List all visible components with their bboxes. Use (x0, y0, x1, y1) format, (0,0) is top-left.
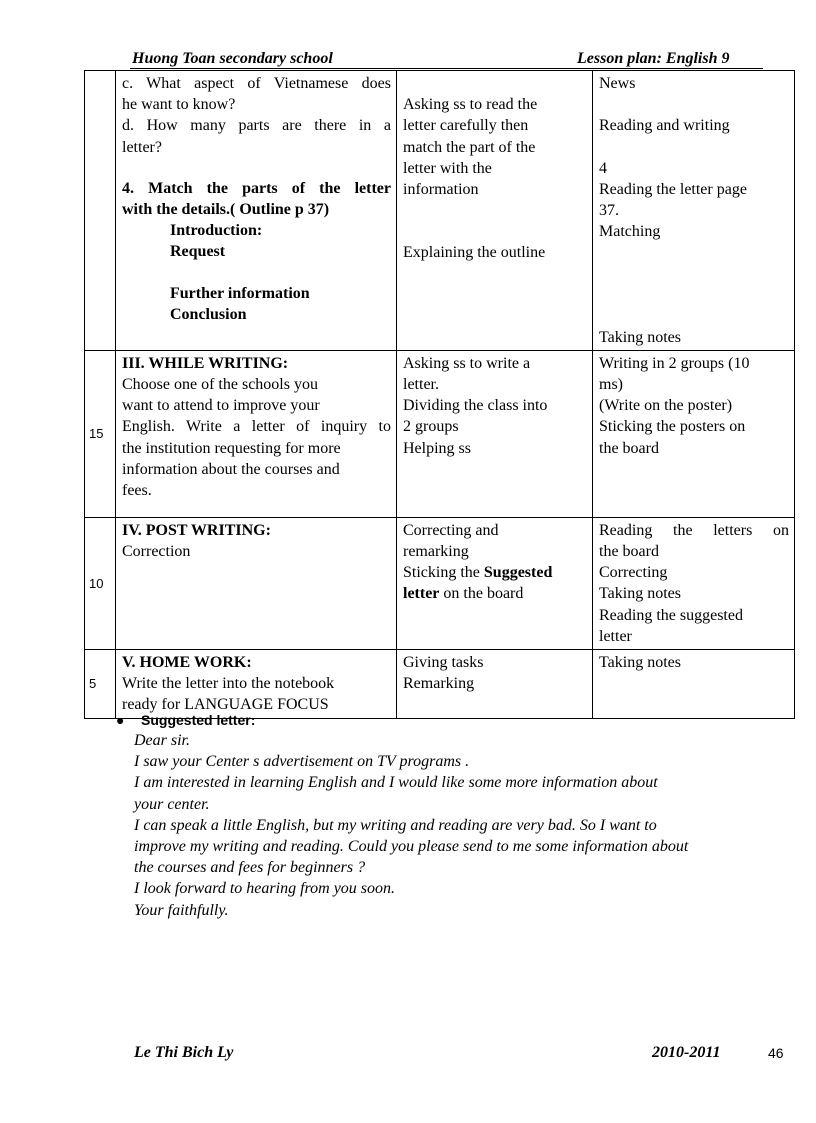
content-line: d. How many parts are there in a (122, 117, 391, 135)
students-line: Reading the letters on (599, 521, 789, 539)
teacher-line: letter. (403, 376, 439, 393)
header-school: Huong Toan secondary school (132, 50, 333, 67)
suggested-letter-body (134, 730, 776, 921)
table-row (85, 350, 795, 517)
table-row (85, 650, 795, 719)
teacher-line: remarking (403, 543, 469, 560)
teacher-text: on the board (439, 585, 524, 603)
letter-line: your center. (134, 795, 210, 813)
table-row (85, 71, 795, 351)
table-row (85, 517, 795, 649)
teacher-line: match the part of the (403, 138, 536, 156)
students-line: 4 (599, 159, 607, 177)
teacher-cell (397, 71, 593, 351)
content-cell (116, 517, 397, 649)
suggested-letter-section (116, 710, 776, 921)
content-cell (116, 350, 397, 517)
students-line: the board (599, 543, 659, 560)
students-line: Matching (599, 223, 661, 241)
content-heading: with the details.( Outline p 37) (122, 201, 330, 219)
letter-bold: letter (403, 585, 440, 603)
content-cell (116, 650, 397, 719)
header-rule (130, 68, 763, 69)
header-subject: Lesson plan: English 9 (577, 50, 730, 67)
students-line: Reading the letter page (599, 180, 747, 198)
letter-line: I am interested in learning English and I would like some more information about (134, 774, 658, 792)
teacher-cell (397, 350, 593, 517)
footer-year: 2010-2011 (652, 1044, 721, 1061)
suggested-bold: Suggested (483, 564, 553, 582)
students-cell (593, 650, 795, 719)
teacher-line: Remarking (403, 675, 475, 693)
time-cell: 10 (85, 517, 116, 649)
letter-line: Your faithfully. (134, 901, 229, 919)
teacher-line: Asking ss to write a (403, 354, 531, 372)
students-line: the board (599, 439, 659, 457)
content-cell (116, 71, 397, 351)
teacher-text: Sticking the (403, 564, 484, 582)
page-number: 46 (768, 1045, 784, 1061)
content-line: fees. (122, 482, 152, 500)
letter-line: the courses and fees for beginners ? (134, 859, 366, 877)
content-line: Correction (122, 543, 191, 560)
teacher-line: Helping ss (403, 439, 471, 457)
letter-line: I look forward to hearing from you soon. (134, 880, 396, 898)
teacher-line (403, 583, 587, 604)
students-line: 37. (599, 202, 619, 220)
students-line: Reading the suggested (599, 606, 743, 624)
students-line: Writing in 2 groups (10 (599, 354, 750, 372)
content-line: ready for LANGUAGE FOCUS (122, 696, 329, 714)
content-line: information about the courses and (122, 460, 340, 478)
content-line: he want to know? (122, 96, 236, 114)
content-line: Choose one of the schools you (122, 376, 318, 393)
students-line: Taking notes (599, 328, 681, 346)
lesson-plan-table (84, 70, 795, 719)
content-line: Write the letter into the notebook (122, 675, 335, 693)
content-line: want to attend to improve your (122, 397, 320, 415)
letter-line: improve my writing and reading. Could you please send to me some information about (134, 838, 689, 856)
outline-item: Introduction: (170, 222, 263, 240)
teacher-line: Dividing the class into (403, 397, 548, 415)
content-line: c. What aspect of Vietnamese does (122, 75, 391, 92)
suggested-title-row (116, 710, 776, 730)
letter-line: I saw your Center s advertisement on TV programs . (134, 753, 470, 771)
teacher-line: letter with the (403, 159, 492, 177)
students-line: News (599, 75, 636, 92)
letter-line: I can speak a little English, but my writing and reading are very bad. So I want to (134, 816, 657, 834)
students-line: Correcting (599, 564, 668, 582)
teacher-cell (397, 517, 593, 649)
time-cell: 15 (85, 350, 116, 517)
teacher-line: Explaining the outline (403, 244, 546, 262)
students-cell (593, 71, 795, 351)
teacher-line: Asking ss to read the (403, 96, 538, 114)
time-cell (85, 71, 116, 351)
outline-item: Further information (170, 284, 310, 302)
teacher-line (403, 562, 587, 583)
content-heading: III. WHILE WRITING: (122, 354, 289, 372)
students-line: Taking notes (599, 654, 681, 672)
content-line: letter? (122, 138, 162, 156)
students-line: Reading and writing (599, 117, 730, 135)
students-cell (593, 350, 795, 517)
time-cell: 5 (85, 650, 116, 719)
content-heading: 4. Match the parts of the letter (122, 179, 391, 197)
students-line: ms) (599, 376, 623, 393)
suggested-title: Suggested letter: (141, 712, 256, 728)
footer-author: Le Thi Bich Ly (134, 1044, 234, 1061)
teacher-line: Correcting and (403, 521, 499, 539)
students-line: Taking notes (599, 585, 681, 603)
content-heading: IV. POST WRITING: (122, 521, 271, 539)
letter-line: Dear sir. (134, 732, 191, 749)
students-line: (Write on the poster) (599, 397, 733, 415)
students-line: Sticking the posters on (599, 418, 746, 436)
teacher-line: Giving tasks (403, 654, 484, 672)
students-line: letter (599, 627, 632, 645)
teacher-line: letter carefully then (403, 117, 529, 135)
students-cell (593, 517, 795, 649)
content-line: English. Write a letter of inquiry to (122, 418, 391, 436)
teacher-line: information (403, 181, 479, 198)
content-line: the institution requesting for more (122, 439, 341, 457)
outline-item: Conclusion (170, 305, 247, 323)
teacher-line: 2 groups (403, 418, 459, 436)
teacher-cell (397, 650, 593, 719)
bullet-icon: ● (116, 712, 125, 728)
outline-item: Request (170, 243, 226, 261)
content-heading: V. HOME WORK: (122, 654, 252, 672)
